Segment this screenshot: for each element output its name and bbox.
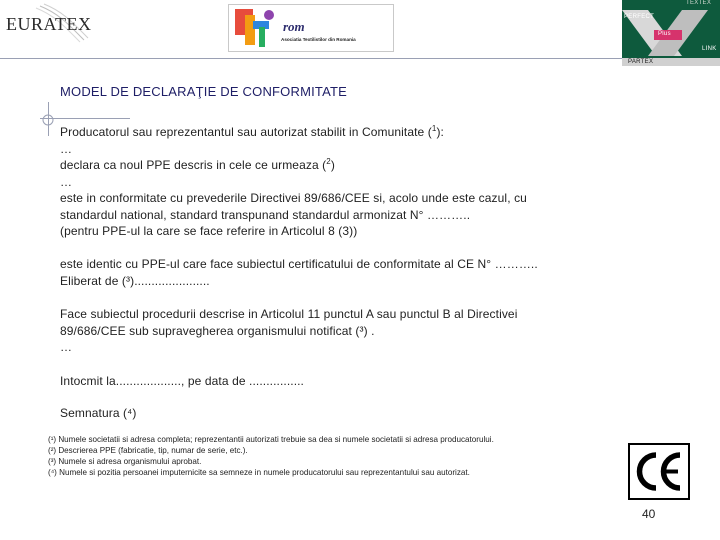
footnote-item: (¹) Numele societatii si adresa completa; reprezentantii autorizati trebuie sa dea si numele societatii si adresa producatorului. xyxy=(48,435,494,444)
header-rule xyxy=(0,58,622,59)
text-line: standardul national, standard transpunand standardul armonizat N° ……….. xyxy=(60,207,471,222)
footnote-ref: 1 xyxy=(431,124,437,133)
atr-letters-icon xyxy=(231,5,281,51)
footnote-ref: 2 xyxy=(326,157,331,166)
footnote-item: (²) Descrierea PPE (fabricatie, tip, numar de serie, etc.). xyxy=(48,446,248,455)
text-line: Semnatura (⁴) xyxy=(60,406,137,420)
paragraph-drawn-up xyxy=(60,373,620,390)
pp-partex-text: PARTEX xyxy=(628,59,654,65)
pp-perfect-text: PERFECT xyxy=(624,14,655,20)
atr-subtitle-text: Asociatia Textilistilor din Romania xyxy=(281,37,356,42)
paragraph-manufacturer xyxy=(60,124,620,240)
pp-plus-text: Plus xyxy=(658,31,671,37)
pp-top-text: TEXTEX xyxy=(686,0,712,6)
text-line: … xyxy=(60,141,73,156)
page-title: MODEL DE DECLARAŢIE DE CONFORMITATE xyxy=(60,84,348,99)
text-line: … xyxy=(60,174,73,189)
text-line xyxy=(60,157,620,174)
text-line: (pentru PPE-ul la care se face referire in Articolul 8 (3)) xyxy=(60,224,358,238)
paragraph-procedure xyxy=(60,306,620,356)
text-line: este in conformitate cu prevederile Directivei 89/686/CEE si, acolo unde este cazul, cu xyxy=(60,191,527,205)
page-number: 40 xyxy=(642,507,656,521)
atr-brand-text: rom xyxy=(283,19,305,34)
text-line: Intocmit la..................., pe data de ................ xyxy=(60,374,304,388)
text-span: ): xyxy=(436,125,444,139)
ce-mark-icon xyxy=(628,443,690,500)
atr-logo xyxy=(228,4,394,52)
footnote-item: (³) Numele si adresa organismului aprobat. xyxy=(48,457,202,466)
ce-mark-glyph xyxy=(630,445,688,498)
crosshair-icon xyxy=(38,114,58,134)
euratex-logo-text: EURATEX xyxy=(6,14,92,34)
paragraph-certificate xyxy=(60,256,620,289)
text-line: … xyxy=(60,340,73,354)
text-span: Producatorul sau reprezentantul sau autorizat stabilit in Comunitate ( xyxy=(60,125,432,139)
footnote-item: (⁴) Numele si pozitia persoanei imputernicite sa semneze in numele producatorului sau reprezentantului sau autorizat. xyxy=(48,468,470,477)
text-line: Face subiectul procedurii descrise in Articolul 11 punctul A sau punctul B al Directivei xyxy=(60,307,518,321)
paragraph-signature xyxy=(60,405,620,422)
text-line: Eliberat de (³)...................... xyxy=(60,273,210,288)
pp-link-text: LINK xyxy=(702,46,717,52)
text-line: este identic cu PPE-ul care face subiectul certificatului de conformitate al CE N° ……….. xyxy=(60,257,538,271)
text-line xyxy=(60,124,620,141)
text-span: ) xyxy=(330,158,335,172)
euratex-logo xyxy=(0,0,92,46)
text-line: 89/686/CEE sub supravegherea organismului notificat (³) . xyxy=(60,323,375,338)
text-span: declara ca noul PPE descris in cele ce urmeaza ( xyxy=(60,158,327,172)
pp-x-icon xyxy=(622,0,720,66)
perfect-plus-link-logo xyxy=(622,0,720,66)
footnotes xyxy=(48,434,618,478)
